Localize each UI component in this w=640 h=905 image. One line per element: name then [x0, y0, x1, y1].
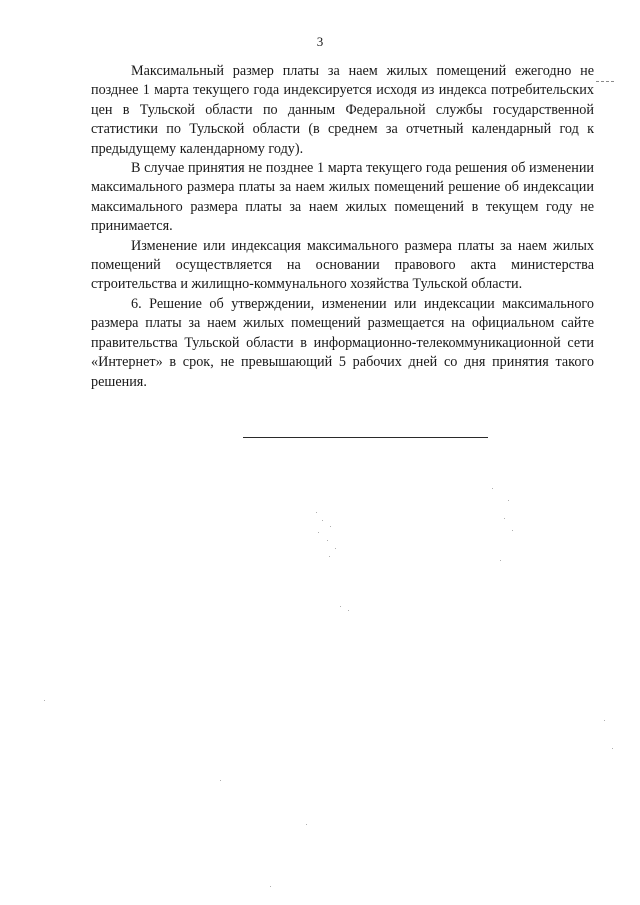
- scan-speck: [500, 560, 501, 561]
- scan-speck: [330, 526, 331, 527]
- paragraph-legal-act: Изменение или индексация максимального размера платы за наем жилых помещений осуществляется на основании правового акта министерства строительства и жилищно-коммунального хозяйства Тульской области.: [91, 237, 594, 293]
- scan-speck: [316, 512, 317, 513]
- scan-speck: [327, 540, 328, 541]
- scan-speck: [348, 610, 349, 611]
- scan-speck: [322, 520, 323, 521]
- scan-speck: [270, 886, 271, 887]
- scan-dash-mark: [596, 81, 614, 82]
- scan-speck: [504, 518, 505, 519]
- scan-speck: [492, 488, 493, 489]
- document-body: [91, 62, 594, 392]
- paragraph-indexation: Максимальный размер платы за наем жилых помещений ежегодно не позднее 1 марта текущего года индексируется исходя из индекса потребительских цен в Тульской области по данным Федеральной службы государственной статистики по Тульской области (в среднем за отчетный календарный год к предыдущему календарному году).: [91, 63, 594, 157]
- end-of-text-rule: [243, 437, 488, 438]
- paragraph-change-decision: В случае принятия не позднее 1 марта текущего года решения об изменении максимального размера платы за наем жилых помещений решение об индексации максимального размера платы за наем жилых помещений в текущем году не принимается.: [91, 160, 594, 235]
- scan-speck: [512, 530, 513, 531]
- scan-speck: [604, 720, 605, 721]
- scan-speck: [335, 548, 336, 549]
- scan-speck: [220, 780, 221, 781]
- scan-speck: [44, 700, 45, 701]
- scan-speck: [306, 824, 307, 825]
- scan-speck: [508, 500, 509, 501]
- page-number: 3: [316, 34, 324, 49]
- scan-speck: [318, 532, 319, 533]
- scan-speck: [340, 606, 341, 607]
- paragraph-publication: 6. Решение об утверждении, изменении или индексации максимального размера платы за наем жилых помещений размещается на официальном сайте правительства Тульской области в информационно-телекоммуникационной сети «Интернет» в срок, не превышающий 5 рабочих дней со дня принятия такого решения.: [91, 295, 594, 390]
- scan-speck: [329, 556, 330, 557]
- scan-speck: [612, 748, 613, 749]
